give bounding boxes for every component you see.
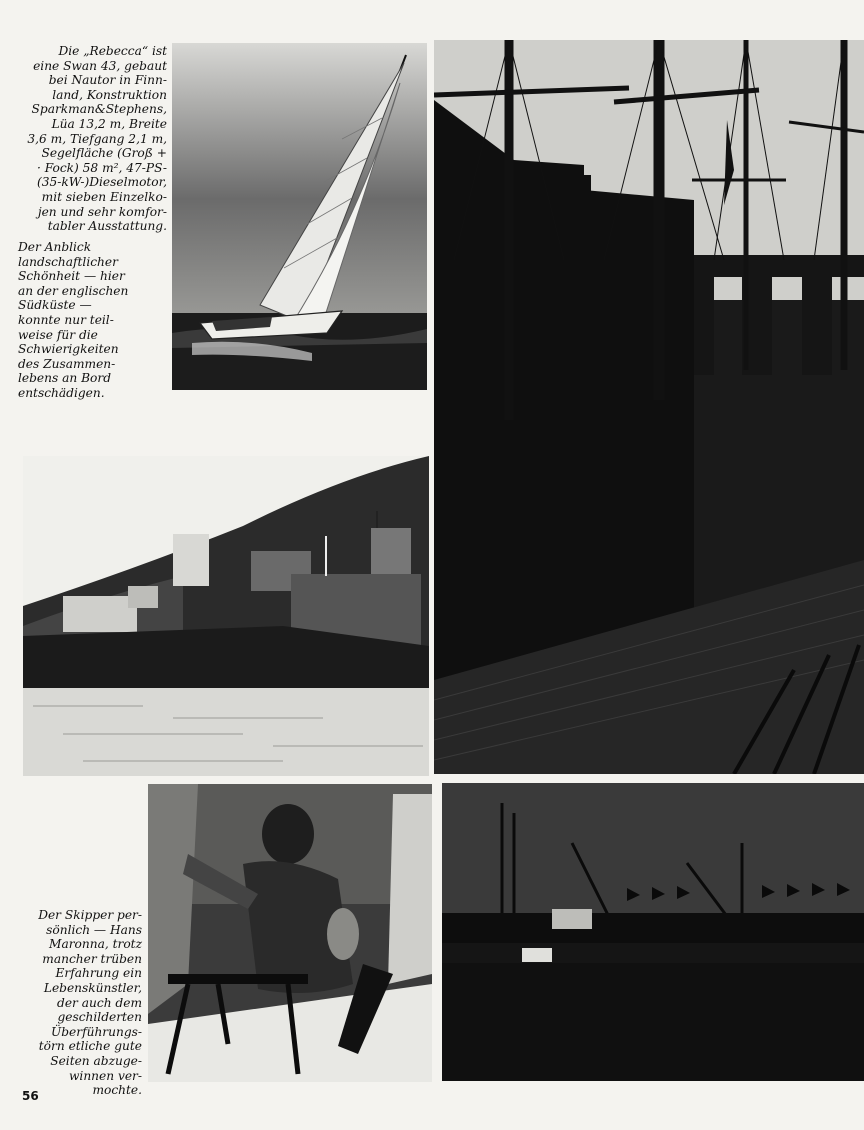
caption-line: geschilderten [57,1010,142,1025]
caption-line: bei Nautor in Finn- [48,73,167,88]
caption-line: des Zusammen- [18,356,116,371]
skipper-illustration [148,784,432,1082]
harbor-masts-photo [434,40,864,774]
castle-coast-photo [23,456,429,776]
caption-line: Der Skipper per- [38,908,142,922]
caption-rebecca [27,44,167,234]
caption-line: törn etliche gute [38,1039,142,1054]
caption-line: Lüa 13,2 m, Breite [51,116,167,131]
caption-line: an der englischen [18,283,129,298]
caption-line: landschaftlicher [18,254,118,269]
castle-coast-illustration [23,456,429,776]
caption-skipper [38,908,142,1098]
caption-line: sönlich — Hans [46,922,142,937]
caption-line: Schwierigkeiten [18,342,119,357]
harbor-masts-illustration [434,40,864,774]
caption-line: Überführungs- [50,1024,142,1039]
caption-line: Der Anblick [18,240,92,254]
caption-line: konnte nur teil- [18,312,114,327]
caption-line: Seiten abzuge- [50,1053,142,1068]
caption-line: 3,6 m, Tiefgang 2,1 m, [27,131,167,146]
caption-line: Maronna, trotz [48,937,142,952]
caption-line: Südküste — [18,298,92,313]
harbor-evening-photo [442,783,864,1081]
caption-line: mancher trüben [42,951,142,966]
caption-line: entschädigen. [18,385,105,400]
harbor-evening-illustration [442,783,864,1081]
caption-line: (35-kW-)Dieselmotor, [36,175,167,190]
caption-line: · Fock) 58 m², 47-PS- [36,160,167,175]
caption-line: lebens an Bord [18,371,112,386]
page-number: 56 [22,1089,39,1103]
caption-line: Segelfläche (Groß + [41,146,167,161]
caption-line: der auch dem [57,995,142,1010]
caption-line: winnen ver- [68,1068,142,1083]
sailboat-illustration [172,43,427,390]
caption-line: jen und sehr komfor- [37,204,167,219]
caption-line: tabler Ausstattung. [47,219,167,234]
caption-line: weise für die [18,327,98,342]
caption-line: eine Swan 43, gebaut [33,58,167,73]
caption-line: Schönheit — hier [18,269,125,284]
sailboat-photo [172,43,427,390]
caption-line: Lebenskünstler, [43,980,142,995]
skipper-photo [148,784,432,1082]
caption-line: mochte. [92,1083,142,1098]
caption-line: mit sieben Einzelko- [41,189,167,204]
caption-line: Die „Rebecca“ ist [58,44,167,58]
caption-line: Sparkman&Stephens, [31,102,167,117]
caption-line: land, Konstruktion [52,87,167,102]
caption-coast [18,240,128,401]
caption-line: Erfahrung ein [55,966,142,981]
